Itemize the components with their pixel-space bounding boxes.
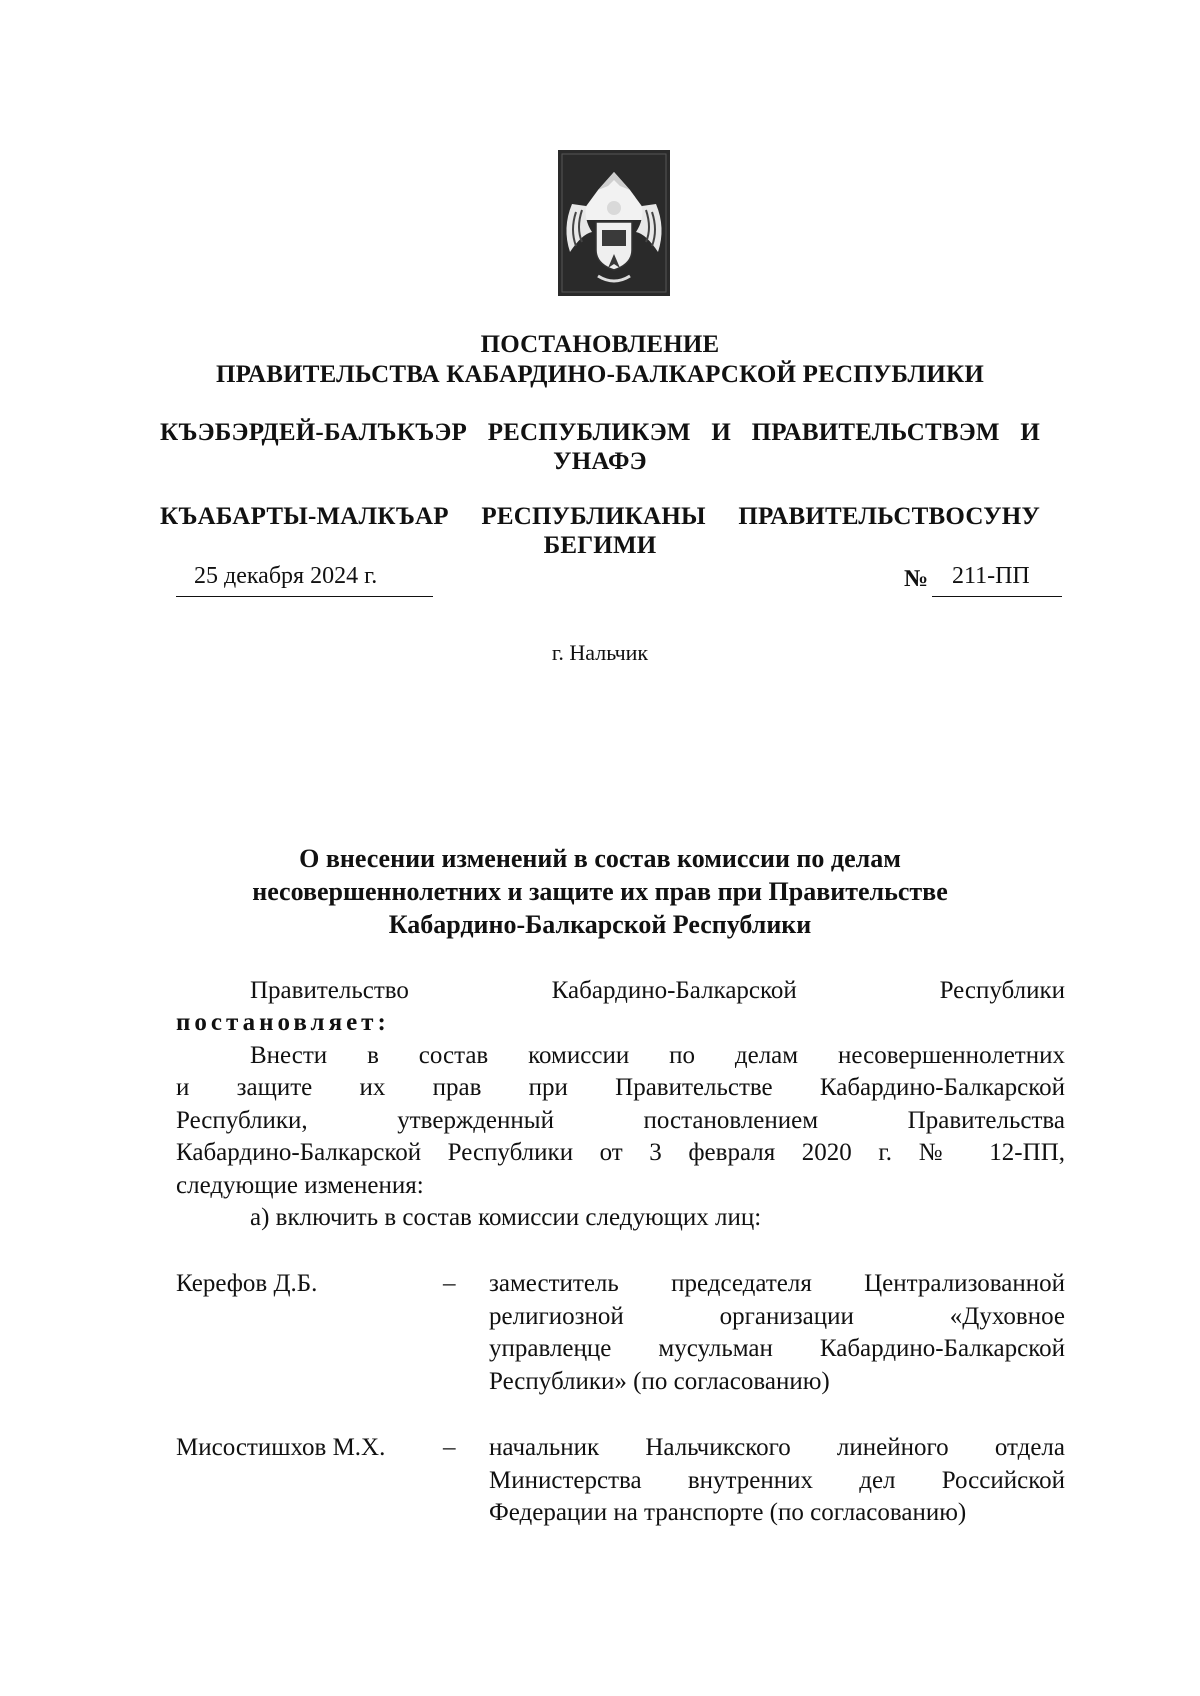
member-name: Мисостишхов М.Х.: [176, 1434, 386, 1461]
member-description: [489, 1268, 1065, 1398]
issuer-title-balkar-line2: БЕГИМИ: [543, 532, 657, 559]
member-dash: –: [443, 1270, 456, 1297]
date-underline: [176, 596, 433, 597]
body-line: и защите их прав при Правительстве Кабардино-Балкарской: [176, 1074, 1065, 1101]
document-type-title: ПОСТАНОВЛЕНИЕ: [480, 331, 720, 358]
issuer-title-russian: ПРАВИТЕЛЬСТВА КАБАРДИНО-БАЛКАРСКОЙ РЕСПУБЛИКИ: [216, 361, 984, 388]
number-sign: №: [904, 566, 929, 592]
coat-of-arms-emblem: [558, 150, 670, 296]
body-line: Внести в состав комиссии по делам несовершеннолетних: [250, 1042, 1065, 1069]
resolution-title-line1: О внесении изменений в состав комиссии по делам: [299, 844, 901, 873]
number-underline: [932, 596, 1062, 597]
resolution-title-line3: Кабардино-Балкарской Республики: [388, 910, 812, 939]
document-number: 211-ПП: [952, 563, 1030, 589]
member-dash: –: [443, 1434, 456, 1461]
member-description-line: Республики» (по согласованию): [489, 1367, 830, 1395]
resolution-title-line2: несовершеннолетних и защите их прав при Правительстве: [252, 877, 948, 906]
city-name: г. Нальчик: [551, 640, 649, 665]
member-description-line: начальник Нальчикского линейного отдела: [489, 1434, 1065, 1461]
member-description-line: заместитель председателя Централизованной: [489, 1270, 1065, 1297]
member-description: [489, 1432, 1065, 1530]
body-line: Правительство Кабардино-Балкарской Республики: [250, 977, 1065, 1004]
body-line: следующие изменения:: [176, 1172, 424, 1199]
body-line: а) включить в состав комиссии следующих лиц:: [250, 1204, 762, 1231]
body-line: Кабардино-Балкарской Республики от 3 февраля 2020 г. № 12-ПП,: [176, 1139, 1065, 1166]
issuer-title-kabardian-line2: УНАФЭ: [553, 448, 647, 475]
body-line: Республики, утвержденный постановлением Правительства: [176, 1107, 1065, 1134]
member-description-line: Министерства внутренних дел Российской: [489, 1466, 1065, 1494]
member-description-line: Федерации на транспорте (по согласованию): [489, 1499, 967, 1526]
issuer-title-balkar-line1: КЪАБАРТЫ-МАЛКЪАР РЕСПУБЛИКАНЫ ПРАВИТЕЛЬСТВОСУНУ: [160, 503, 1040, 530]
member-description-line: управлеңце мусульман Кабардино-Балкарской: [489, 1335, 1065, 1362]
body-resolves-word: постановляет:: [176, 1009, 390, 1036]
member-name: Керефов Д.Б.: [176, 1270, 318, 1297]
document-date: 25 декабря 2024 г.: [194, 563, 378, 589]
issuer-title-kabardian-line1: КЪЭБЭРДЕЙ-БАЛЪКЪЭР РЕСПУБЛИКЭМ И ПРАВИТЕЛЬСТВЭМ И: [160, 419, 1040, 446]
member-description-line: религиозной организации «Духовное: [489, 1302, 1065, 1330]
